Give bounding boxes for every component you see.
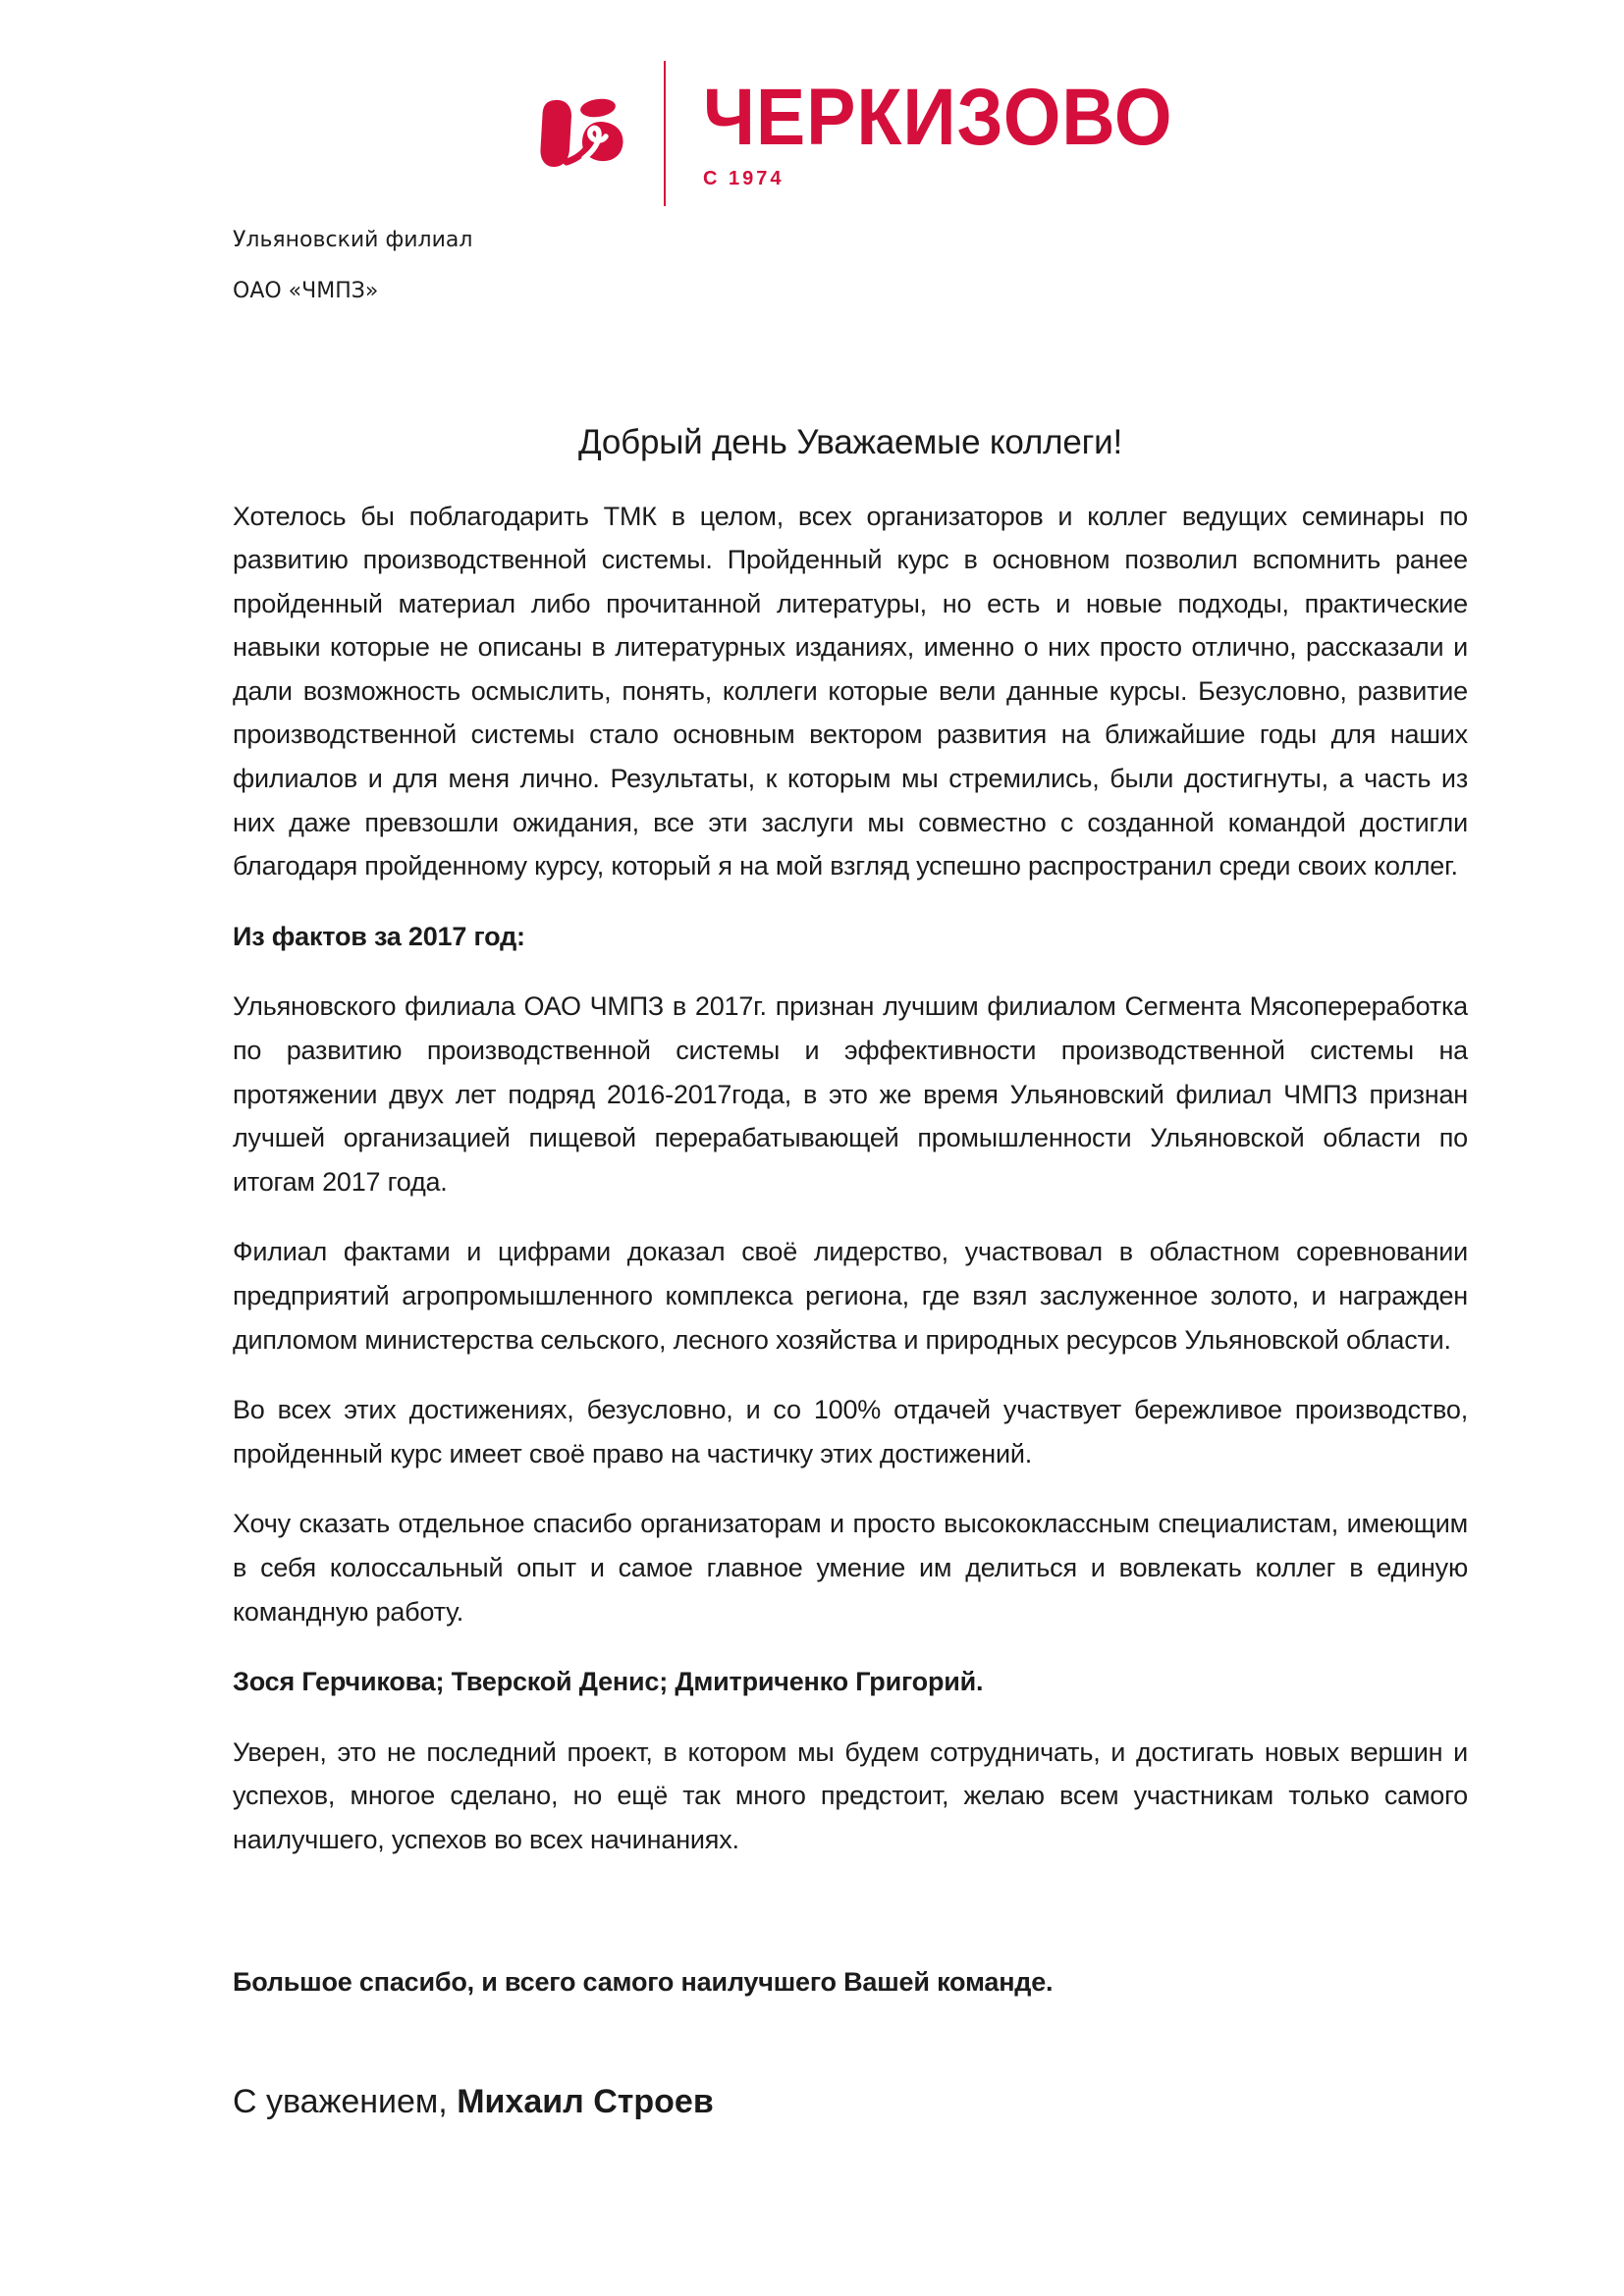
- letter-body: [233, 420, 1468, 2124]
- signature-name: Михаил Строев: [457, 2083, 714, 2121]
- sender-branch: Ульяновский филиал: [233, 228, 473, 252]
- brand-wordmark: ЧЕРКИЗОВО: [703, 72, 1173, 162]
- letter-paragraph-facts-2: Филиал фактами и цифрами доказал своё лидерство, участвовал в областном соревновании предприятий агропромышленного комплекса региона, где взял заслуженное золото, и награжден дипломом министерства сельского, лесного хозяйства и природных ресурсов Ульяновской области.: [233, 1237, 1468, 1355]
- brand-logo: [538, 61, 1214, 206]
- cherkizovo-mark-icon: [538, 97, 630, 170]
- letter-paragraph-facts-1: Ульяновского филиала ОАО ЧМПЗ в 2017г. признан лучшим филиалом Сегмента Мясопереработка по развитию производственной системы и эффективности производственной системы на протяжении двух лет подряд 2016-2017года, в это же время Ульяновский филиал ЧМПЗ признан лучшей организацией пищевой перерабатывающей промышленности Ульяновской области по итогам 2017 года.: [233, 991, 1468, 1197]
- sender-company: ОАО «ЧМПЗ»: [233, 279, 379, 304]
- signature-line: [233, 2080, 1468, 2124]
- signature-prefix: С уважением,: [233, 2083, 458, 2121]
- letter-greeting: Добрый день Уважаемые коллеги!: [577, 423, 1123, 461]
- letter-paragraph-future: Уверен, это не последний проект, в котором мы будем сотрудничать, и достигать новых вершин и успехов, многое сделано, но ещё так много предстоит, желаю всем участникам только самого наилучшего, успехов во всех начинаниях.: [233, 1736, 1468, 1854]
- letter-paragraph-intro: Хотелось бы поблагодарить ТМК в целом, всех организаторов и коллег ведущих семинары по развитию производственной системы. Пройденный курс в основном позволил вспомнить ранее пройденный материал либо прочитанной литературы, но есть и новые подходы, практические навыки которые не описаны в литературных изданиях, именно о них просто отлично, рассказали и дали возможность осмыслить, понять, коллеги которые вели данные курсы. Безусловно, развитие производственной системы стало основным вектором развития на ближайшие годы для наших филиалов и для меня лично. Результаты, к которым мы стремились, были достигнуты, а часть из них даже превзошли ожидания, все эти заслуги мы совместно с созданной командой достигли благодаря пройденному курсу, который я на мой взгляд успешно распространил среди своих коллег.: [233, 501, 1468, 881]
- logo-divider: [664, 61, 666, 206]
- letter-paragraph-lean: Во всех этих достижениях, безусловно, и со 100% отдачей участвует бережливое производство, пройденный курс имеет своё право на частичку этих достижений.: [233, 1395, 1468, 1468]
- sender-block: [233, 228, 472, 305]
- closing-thanks: Большое спасибо, и всего самого наилучшего Вашей команде.: [233, 1966, 1054, 1997]
- facts-heading: Из фактов за 2017 год:: [233, 921, 525, 951]
- letter-paragraph-thanks: Хочу сказать отдельное спасибо организаторам и просто высококлассным специалистам, имеющим в себя колоссальный опыт и самое главное умение им делиться и вовлекать коллег в единую командную работу.: [233, 1509, 1468, 1627]
- brand-tagline: С 1974: [703, 167, 785, 189]
- logo-text-block: [703, 72, 1214, 190]
- trainers-names: Зося Герчикова; Тверской Денис; Дмитриченко Григорий.: [233, 1667, 984, 1697]
